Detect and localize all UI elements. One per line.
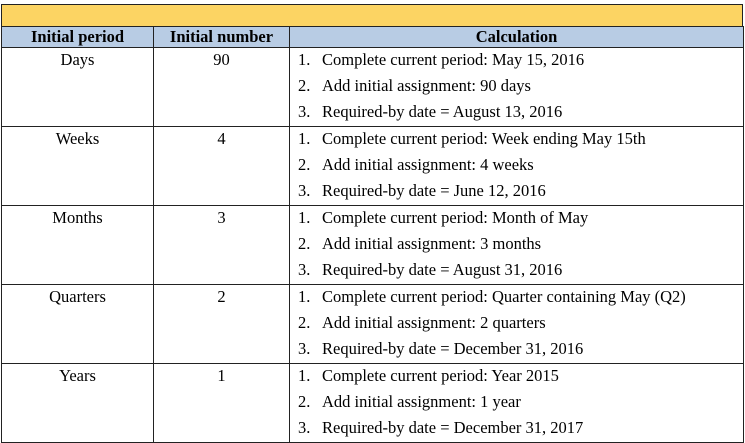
step-text: Required-by date = August 13, 2016: [322, 102, 563, 121]
step-text: Required-by date = December 31, 2017: [322, 418, 584, 437]
calculation-step: [290, 311, 743, 337]
calculation-step: [290, 258, 743, 284]
step-number: 3.: [298, 260, 311, 279]
calculation-step: [290, 153, 743, 179]
step-text: Complete current period: Year 2015: [322, 366, 559, 385]
step-number: 1.: [298, 366, 311, 385]
calculation-steps: [290, 206, 743, 284]
header-row: [2, 27, 744, 48]
calculation-step: [290, 127, 743, 153]
cell-initial-number: 4: [154, 127, 290, 206]
calculation-step: [290, 206, 743, 232]
calculation-step: [290, 74, 743, 100]
step-number: 1.: [298, 208, 311, 227]
calculation-step: [290, 179, 743, 205]
cell-calculation: [290, 285, 744, 364]
cell-initial-number: 1: [154, 364, 290, 443]
calculation-step: [290, 364, 743, 390]
step-text: Required-by date = June 12, 2016: [322, 181, 546, 200]
step-number: 1.: [298, 287, 311, 306]
calculation-steps: [290, 364, 743, 442]
step-number: 3.: [298, 181, 311, 200]
table-row: [2, 206, 744, 285]
step-text: Complete current period: Quarter containing May (Q2): [322, 287, 686, 306]
cell-initial-period: Months: [2, 206, 154, 285]
header-initial-period: Initial period: [2, 27, 154, 48]
step-text: Complete current period: Week ending May 15th: [322, 129, 646, 148]
step-number: 2.: [298, 392, 311, 411]
step-text: Add initial assignment: 1 year: [322, 392, 521, 411]
step-text: Required-by date = August 31, 2016: [322, 260, 563, 279]
table-row: [2, 285, 744, 364]
cell-initial-period: Quarters: [2, 285, 154, 364]
calculation-step: [290, 337, 743, 363]
calculation-step: [290, 416, 743, 442]
header-initial-number: Initial number: [154, 27, 290, 48]
header-calculation: Calculation: [290, 27, 744, 48]
table-row: [2, 127, 744, 206]
calculation-step: [290, 285, 743, 311]
calculation-step: [290, 390, 743, 416]
step-text: Add initial assignment: 90 days: [322, 76, 531, 95]
table-row: [2, 48, 744, 127]
step-text: Complete current period: May 15, 2016: [322, 50, 585, 69]
cell-calculation: [290, 127, 744, 206]
step-text: Required-by date = December 31, 2016: [322, 339, 584, 358]
calculation-step: [290, 100, 743, 126]
step-text: Add initial assignment: 3 months: [322, 234, 542, 253]
cell-initial-period: Years: [2, 364, 154, 443]
step-number: 2.: [298, 313, 311, 332]
cell-calculation: [290, 364, 744, 443]
step-number: 1.: [298, 129, 311, 148]
title-banner: [1, 4, 743, 26]
cell-initial-period: Weeks: [2, 127, 154, 206]
period-table: [1, 26, 744, 443]
step-text: Add initial assignment: 4 weeks: [322, 155, 534, 174]
cell-initial-period: Days: [2, 48, 154, 127]
calculation-steps: [290, 285, 743, 363]
step-number: 2.: [298, 76, 311, 95]
step-text: Complete current period: Month of May: [322, 208, 589, 227]
step-number: 3.: [298, 418, 311, 437]
step-number: 2.: [298, 234, 311, 253]
calculation-step: [290, 232, 743, 258]
cell-calculation: [290, 206, 744, 285]
cell-initial-number: 2: [154, 285, 290, 364]
step-number: 1.: [298, 50, 311, 69]
step-text: Add initial assignment: 2 quarters: [322, 313, 546, 332]
calculation-steps: [290, 127, 743, 205]
cell-calculation: [290, 48, 744, 127]
step-number: 3.: [298, 339, 311, 358]
table-row: [2, 364, 744, 443]
calculation-steps: [290, 48, 743, 126]
step-number: 3.: [298, 102, 311, 121]
step-number: 2.: [298, 155, 311, 174]
cell-initial-number: 3: [154, 206, 290, 285]
calculation-step: [290, 48, 743, 74]
table-container: [1, 4, 743, 443]
cell-initial-number: 90: [154, 48, 290, 127]
